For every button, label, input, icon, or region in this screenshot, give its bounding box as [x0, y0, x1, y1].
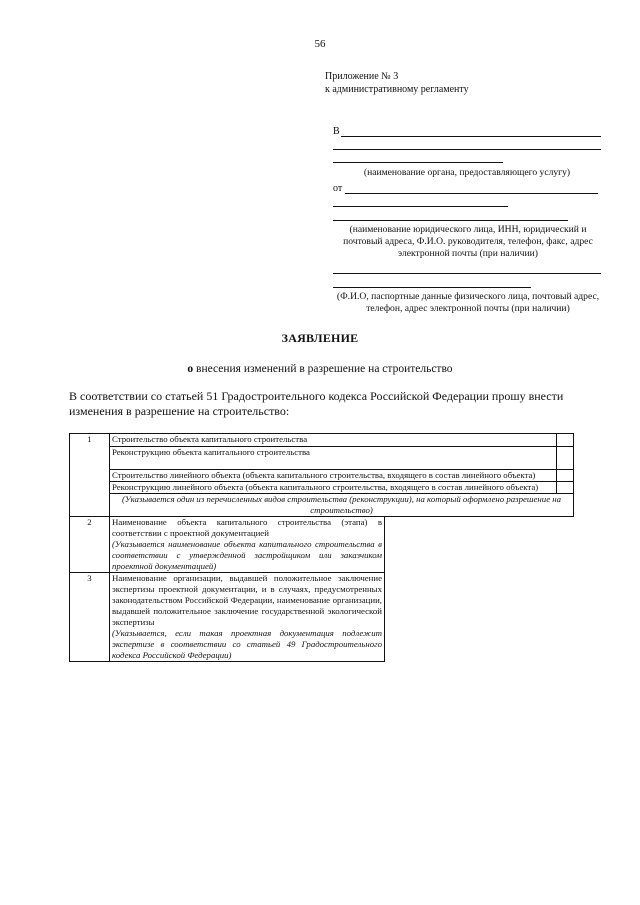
- object-name-note: (Указывается наименование объекта капитального строительства в соответствии с утвержденной застройщиком или заказчиком проектной документацией): [112, 539, 382, 571]
- recipient-caption: (наименование органа, предоставляющего услугу): [363, 167, 571, 178]
- table-row: [70, 573, 574, 662]
- document-subtitle: [0, 363, 640, 375]
- row-number: 2: [70, 517, 110, 573]
- table-row: [70, 434, 574, 447]
- option-checkbox[interactable]: [557, 482, 574, 494]
- option-label: Строительство линейного объекта (объекта капитального строительства, входящего в состав линейного объекта): [110, 470, 557, 482]
- applicant-line-3: [333, 220, 568, 221]
- recipient-line-3: [333, 162, 503, 163]
- subtitle-bold-part: о: [187, 363, 194, 375]
- expertise-org-value[interactable]: [385, 573, 574, 662]
- option-checkbox[interactable]: [557, 434, 574, 447]
- row-number: 3: [70, 573, 110, 662]
- recipient-line-1: [341, 136, 601, 137]
- table-row: [70, 482, 574, 494]
- document-title: ЗАЯВЛЕНИЕ: [281, 331, 359, 345]
- table-row: [70, 517, 574, 573]
- subtitle-text: внесения изменений в разрешение на строительство: [193, 363, 453, 375]
- recipient-line-2: [333, 149, 601, 150]
- object-name-label: Наименование объекта капитального строительства (этапа) в соответствии с проектной документацией: [112, 517, 382, 538]
- option-checkbox[interactable]: [557, 470, 574, 482]
- option-label: Реконструкцию объекта капитального строительства: [110, 447, 557, 470]
- option-label: Реконструкцию линейного объекта (объекта капитального строительства, входящего в состав линейного объекта): [110, 482, 557, 494]
- option-checkbox[interactable]: [557, 447, 574, 470]
- expertise-org-note: (Указывается, если такая проектная документация подлежит экспертизе в соответствии со статьей 49 Градостроительного кодекса Российской Федерации): [112, 628, 382, 660]
- intro-paragraph: В соответствии со статьей 51 Градостроительного кодекса Российской Федерации прошу внести изменения в разрешение на строительство:: [69, 389, 564, 418]
- table-row: [70, 494, 574, 517]
- table-row: [70, 447, 574, 470]
- object-name-cell: [110, 517, 385, 573]
- legal-entity-caption: (наименование юридического лица, ИНН, юридический и почтовый адреса, Ф.И.О. руководителя, телефон, факс, адрес электронной почты (при наличии): [343, 224, 593, 259]
- applicant-prefix: от: [333, 183, 343, 194]
- individual-caption: (Ф.И.О, паспортные данные физического лица, почтовый адрес, телефон, адрес электронной почты (при наличии): [336, 291, 600, 314]
- applicant-line-1: [345, 193, 598, 194]
- appendix-reference: к административному регламенту: [325, 84, 469, 95]
- person-line-2: [333, 287, 531, 288]
- applicant-line-2: [333, 206, 508, 207]
- expertise-org-label: Наименование организации, выдавшей положительное заключение экспертизы проектной документации, и в случаях, предусмотренных законодательством Российской Федерации, наименование организации, выдавшей положительное заключение государственной экологической экспертизы: [112, 573, 382, 627]
- expertise-org-cell: [110, 573, 385, 662]
- application-table: [69, 433, 574, 662]
- option-label: Строительство объекта капитального строительства: [110, 434, 557, 447]
- person-line-1: [333, 273, 601, 274]
- construction-type-note: (Указывается один из перечисленных видов строительства (реконструкции), на который оформлено разрешение на строительство): [110, 494, 574, 517]
- recipient-prefix: В: [333, 126, 340, 137]
- appendix-header: [325, 70, 469, 96]
- table-row: [70, 470, 574, 482]
- object-name-value[interactable]: [385, 517, 574, 573]
- page-number: 56: [314, 38, 326, 50]
- appendix-number: Приложение № 3: [325, 71, 399, 82]
- row-number: 1: [70, 434, 110, 517]
